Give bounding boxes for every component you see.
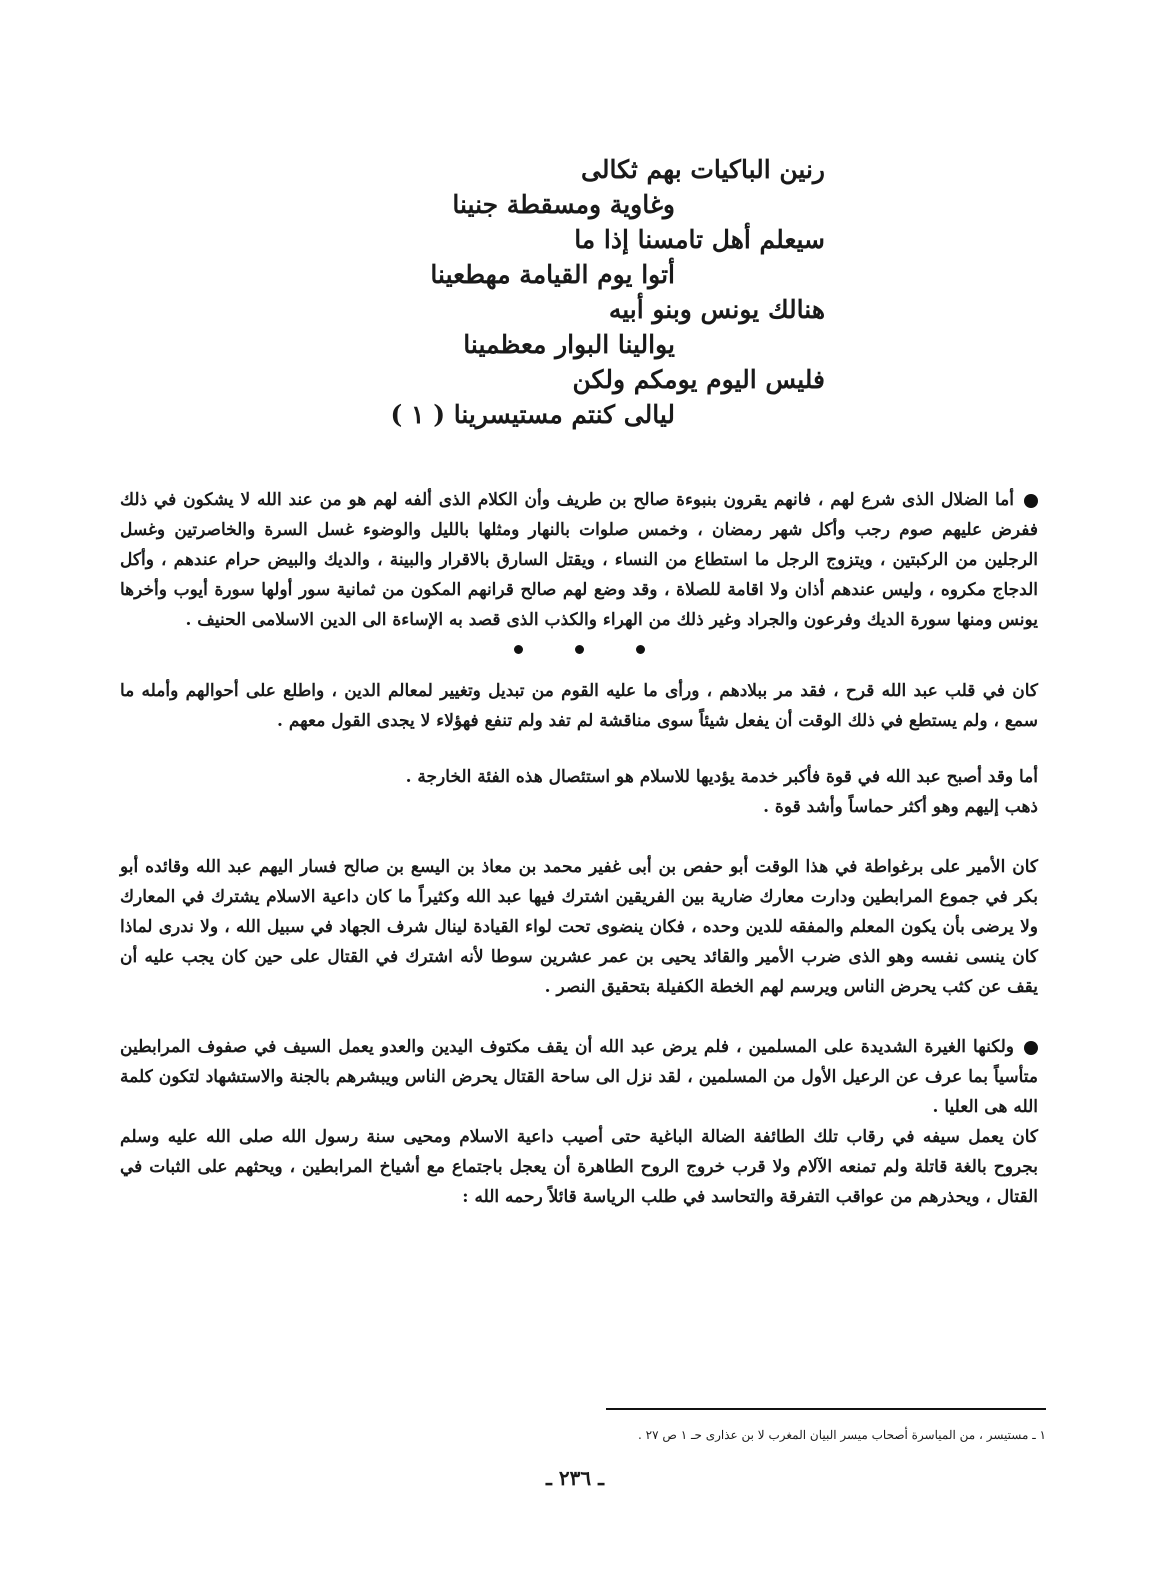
bullet-icon xyxy=(1024,1041,1038,1055)
poem-line: أتوا يوم القيامة مهطعينا xyxy=(430,260,675,289)
footnote: ١ ـ مستيسر ، من المياسرة أصحاب ميسر البيان المغرب لا بن عذارى حـ ١ ص ٢٧ . xyxy=(638,1428,1046,1442)
poem-line: رنين الباكيات بهم ثكالى xyxy=(581,155,825,184)
paragraph: كان في قلب عبد الله قرح ، فقد مر ببلادهم ، ورأى ما عليه القوم من تبديل وتغيير لمعالم الدين ، واطلع على أحوالهم وأمله ما سمع ، ولم يستطع في ذلك الوقت أن يفعل شيئاً سوى مناقشة لم تفد ولم تنفع فهؤلاء لا يجدى القول معهم . xyxy=(120,681,1038,731)
paragraph: أما وقد أصبح عبد الله في قوة فأكبر خدمة يؤديها للاسلام هو استئصال هذه الفئة الخارجة . xyxy=(405,767,1038,787)
paragraph xyxy=(120,485,1038,635)
poem-line: ليالى كنتم مستيسرينا ( ١ ) xyxy=(390,400,675,429)
paragraph: ذهب إليهم وهو أكثر حماساً وأشد قوة . xyxy=(763,797,1038,817)
page-number: ـ ٢٣٦ ـ xyxy=(546,1466,604,1490)
poem-line: وغاوية ومسقطة جنينا xyxy=(452,190,675,219)
paragraph-text: أما الضلال الذى شرع لهم ، فانهم يقرون بنبوءة صالح بن طريف وأن الكلام الذى ألفه لهم هو من عند الله لا يشكون في ذلك ففرض عليهم صوم رجب وأكل شهر رمضان ، وخمس صلوات بالنهار ومثلها بالليل والوضوء غسل السرة والخاصرتين وغسل الرجلين من الركبتين ، ويتزوج الرجل ما استطاع من النساء ، ويقتل السارق بالاقرار والبينة ، والديك والبيض حرام عندهم ، وأكل الدجاج مكروه ، وليس عندهم أذان ولا اقامة للصلاة ، وقد وضع لهم صالح قرانهم المكون من ثمانية سور أولها سورة أيوب وأخرها يونس ومنها سورة الديك وفرعون والجراد وغير ذلك من الهراء والكذب الذى قصد به الإساءة الى الدين الاسلامى الحنيف . xyxy=(120,490,1038,630)
paragraph: كان الأمير على برغواطة في هذا الوقت أبو حفص بن أبى غفير محمد بن معاذ بن اليسع بن صالح فسار اليهم عبد الله وقائده أبو بكر في جموع المرابطين ودارت معارك ضارية بين الفريقين اشترك فيها عبد الله وكثيراً ما كان داعية الاسلام يشترك في المعارك ولا يرضى بأن يكون المعلم والمفقه للدين وحده ، فكان ينضوى تحت لواء القيادة لينال شرف الجهاد في سبيل الله ، ولا ندرى لماذا كان ينسى نفسه وهو الذى ضرب الأمير والقائد يحيى بن عمر عشرين سوطا لأنه اشترك في القتال على حين كان يجب عليه أن يقف عن كثب يحرض الناس ويرسم لهم الخطة الكفيلة بتحقيق النصر . xyxy=(120,857,1038,997)
paragraph-text: ولكنها الغيرة الشديدة على المسلمين ، فلم يرض عبد الله أن يقف مكتوف اليدين والعدو يعمل السيف في صفوف المرابطين متأسياً بما عرف عن الرعيل الأول من المسلمين ، لقد نزل الى ساحة القتال يحرض الناس ويبشرهم بالجنة والاستشهاد لتكون كلمة الله هى العليا . xyxy=(120,1037,1038,1117)
body-text xyxy=(120,485,1038,1212)
paragraph: كان يعمل سيفه في رقاب تلك الطائفة الضالة الباغية حتى أصيب داعية الاسلام ومحيى سنة رسول الله صلى الله عليه وسلم بجروح بالغة قاتلة ولم تمنعه الآلام ولا قرب خروج الروح الطاهرة أن يعجل باجتماع مع أشياخ المرابطين ، ويحثهم على الثبات في القتال ، ويحذرهم من عواقب التفرقة والتحاسد في طلب الرياسة قائلاً رحمه الله : xyxy=(120,1127,1038,1207)
paragraph xyxy=(120,1032,1038,1122)
poem-line: سيعلم أهل تامسنا إذا ما xyxy=(574,225,825,254)
section-separator xyxy=(120,645,1038,654)
bullet-icon xyxy=(1024,494,1038,508)
separator-dot-icon xyxy=(514,645,523,654)
poem-line: فليس اليوم يومكم ولكن xyxy=(572,365,825,394)
poem-block xyxy=(325,152,825,432)
poem-line: يوالينا البوار معظمينا xyxy=(463,330,675,359)
separator-dot-icon xyxy=(575,645,584,654)
poem-line: هنالك يونس وبنو أبيه xyxy=(608,295,825,324)
footnote-divider xyxy=(606,1408,1046,1410)
separator-dot-icon xyxy=(636,645,645,654)
